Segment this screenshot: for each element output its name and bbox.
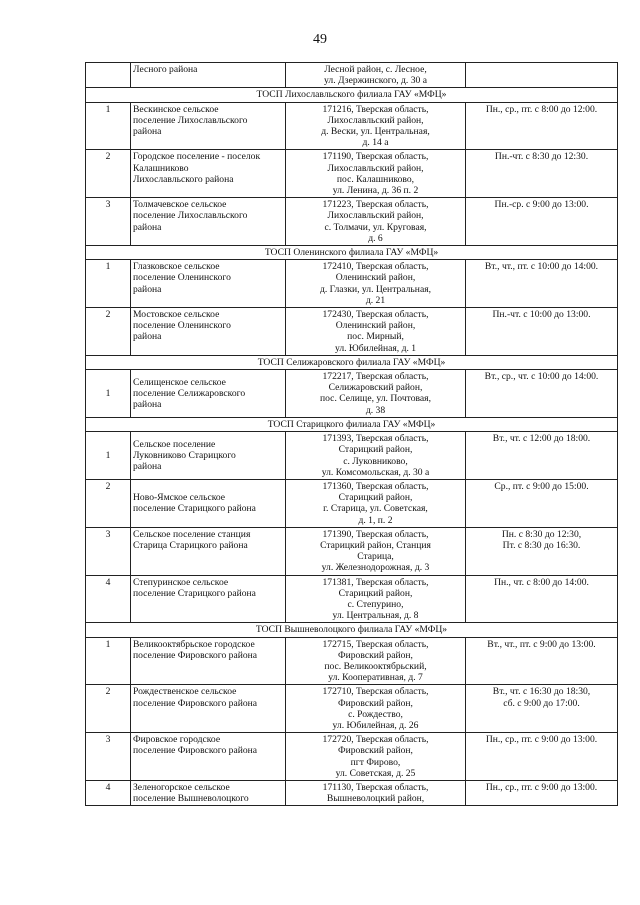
office-address: [286, 780, 466, 805]
office-address-line: с. Луковниково,: [343, 455, 408, 467]
settlement-name: [131, 575, 286, 623]
office-address-line: ул. Дзержинского, д. 30 а: [324, 75, 427, 87]
office-address-line: 171190, Тверская область,: [322, 151, 429, 163]
settlement-name: [131, 63, 286, 88]
table-row: [86, 527, 618, 575]
settlement-name-line: района: [133, 331, 162, 343]
office-address: [286, 260, 466, 308]
settlement-name-line: поселение Фировского района: [133, 649, 258, 661]
office-address-line: 172710, Тверская область,: [322, 686, 429, 698]
office-address: [286, 733, 466, 781]
row-number: 1: [86, 637, 131, 685]
working-hours: [466, 370, 618, 418]
working-hours: [466, 733, 618, 781]
settlement-name-line: района: [133, 399, 162, 411]
settlement-name: [131, 527, 286, 575]
table-row: [86, 370, 618, 418]
row-number: 1: [86, 432, 131, 480]
office-address-line: Оленинский район,: [335, 320, 416, 332]
working-hours-line: Вт., чт. с 12:00 до 18:00.: [492, 433, 591, 445]
section-header-row: [86, 623, 618, 637]
settlement-name-line: Степуринское сельское: [133, 576, 229, 588]
working-hours-line: Вт., чт., пт. с 9:00 до 13:00.: [487, 638, 596, 650]
table-row: [86, 685, 618, 733]
row-number: 2: [86, 479, 131, 527]
settlement-name-line: Селищенское сельское: [133, 376, 226, 388]
office-address-line: пос. Селище, ул. Почтовая,: [320, 393, 431, 405]
office-address-line: с. Рождество,: [348, 708, 403, 720]
working-hours-line: Пн., ср., пт. с 9:00 до 13:00.: [485, 734, 598, 746]
settlement-name-line: района: [133, 283, 162, 295]
office-address-line: Фировский район,: [338, 697, 413, 709]
office-address-line: ул. Юбилейная, д. 1: [334, 342, 417, 354]
office-address-line: Лихославльский район,: [327, 114, 424, 126]
office-address: [286, 527, 466, 575]
office-address-line: 171130, Тверская область,: [322, 781, 429, 793]
row-number: [86, 63, 131, 88]
table-row: [86, 733, 618, 781]
row-number: 1: [86, 260, 131, 308]
section-header-row: [86, 88, 618, 102]
section-title: ТОСП Старицкого филиала ГАУ «МФЦ»: [86, 417, 618, 431]
office-address-line: ул. Юбилейная, д. 26: [332, 719, 419, 731]
settlement-name: [131, 150, 286, 198]
settlement-name-line: поселение Лихославльского: [133, 210, 248, 222]
working-hours: [466, 432, 618, 480]
office-address: [286, 575, 466, 623]
working-hours-line: Пн.-ср. с 9:00 до 13:00.: [494, 199, 589, 211]
working-hours-line: Пт. с 8:30 до 16:30.: [502, 539, 581, 551]
settlement-name-line: Луковниково Старицкого: [133, 449, 236, 461]
office-address-line: д. Вески, ул. Центральная,: [321, 126, 430, 138]
working-hours-line: Пн., чт. с 8:00 до 14:00.: [494, 576, 589, 588]
office-address: [286, 308, 466, 356]
working-hours: [466, 198, 618, 246]
section-header-row: [86, 246, 618, 260]
working-hours: [466, 479, 618, 527]
office-address-line: д. 21: [365, 294, 386, 306]
office-address-line: пгт Фирово,: [350, 756, 401, 768]
table-body: [86, 63, 618, 806]
office-address-line: ул. Советская, д. 25: [335, 767, 416, 779]
settlement-name-line: Старица Старицкого района: [133, 539, 248, 551]
office-address-line: ул. Железнодорожная, д. 3: [321, 562, 430, 574]
row-number: 1: [86, 102, 131, 150]
settlement-name-line: Великооктябрьское городское: [133, 638, 255, 650]
settlement-name-line: поселение Старицкого района: [133, 587, 256, 599]
working-hours: [466, 685, 618, 733]
working-hours: [466, 150, 618, 198]
row-number: 3: [86, 198, 131, 246]
settlement-name: [131, 102, 286, 150]
settlement-name-line: Ново-Ямское сельское: [133, 492, 226, 504]
settlement-name-line: Сельское поселение станция: [133, 528, 251, 540]
office-address-line: Старицкий район, Станция: [320, 539, 431, 551]
office-address-line: Лихославльский район,: [327, 210, 424, 222]
office-address-line: 172430, Тверская область,: [322, 309, 429, 321]
row-number: 2: [86, 150, 131, 198]
office-address-line: Селижаровский район,: [328, 382, 423, 394]
row-number: 4: [86, 575, 131, 623]
settlement-name: [131, 198, 286, 246]
row-number: 4: [86, 780, 131, 805]
office-address-line: 171381, Тверская область,: [322, 576, 429, 588]
working-hours-line: Пн.-чт. с 10:00 до 13:00.: [492, 309, 591, 321]
settlement-name-line: района: [133, 126, 162, 138]
office-address-line: Старицкий район,: [338, 444, 413, 456]
table-row: [86, 63, 618, 88]
working-hours: [466, 637, 618, 685]
settlement-name-line: Зеленогорское сельское: [133, 781, 230, 793]
working-hours-line: Пн., ср., пт. с 9:00 до 13:00.: [485, 781, 598, 793]
office-address-line: Вышневолоцкий район,: [326, 793, 425, 805]
office-address: [286, 63, 466, 88]
office-address-line: д. Глазки, ул. Центральная,: [319, 283, 432, 295]
settlement-name-line: поселение Оленинского: [133, 272, 231, 284]
working-hours: [466, 308, 618, 356]
settlement-name-line: поселение Оленинского: [133, 320, 231, 332]
settlement-name-line: района: [133, 461, 162, 473]
office-address-line: с. Степурино,: [347, 598, 404, 610]
settlement-name-line: Лихославльского района: [133, 173, 234, 185]
office-address: [286, 370, 466, 418]
office-address-line: Фировский район,: [338, 649, 413, 661]
settlement-name-line: поселение Фировского района: [133, 697, 258, 709]
settlement-name-line: Фировское городское: [133, 734, 221, 746]
settlement-name-line: Вескинское сельское: [133, 103, 219, 115]
office-address-line: Старица,: [357, 551, 394, 563]
working-hours: [466, 102, 618, 150]
office-address-line: ул. Комсомольская, д. 30 а: [321, 466, 430, 478]
settlement-name: [131, 637, 286, 685]
settlement-name-line: поселение Старицкого района: [133, 503, 256, 515]
office-address-line: 171390, Тверская область,: [322, 528, 429, 540]
office-address-line: д. 1, п. 2: [358, 514, 393, 526]
office-address-line: пос. Мирный,: [347, 331, 404, 343]
office-address: [286, 479, 466, 527]
office-address-line: пос. Великооктябрьский,: [324, 660, 427, 672]
office-address: [286, 198, 466, 246]
row-number: 2: [86, 308, 131, 356]
office-address-line: 171223, Тверская область,: [322, 199, 429, 211]
office-address-line: Старицкий район,: [338, 587, 413, 599]
settlement-name-line: поселение Лихославльского: [133, 114, 248, 126]
office-address-line: Оленинский район,: [335, 272, 416, 284]
settlement-name-line: Глазковское сельское: [133, 261, 220, 273]
office-address-line: 171393, Тверская область,: [322, 433, 429, 445]
office-address-line: г. Старица, ул. Советская,: [323, 503, 428, 515]
settlement-name: [131, 685, 286, 733]
office-address: [286, 637, 466, 685]
section-title: ТОСП Вышневолоцкого филиала ГАУ «МФЦ»: [86, 623, 618, 637]
table-row: [86, 637, 618, 685]
table-row: [86, 260, 618, 308]
settlement-name: [131, 733, 286, 781]
office-address-line: 172715, Тверская область,: [322, 638, 429, 650]
table-row: [86, 150, 618, 198]
settlement-name-line: поселение Вышневолоцкого: [133, 793, 249, 805]
office-address-line: ул. Центральная, д. 8: [332, 610, 419, 622]
settlement-name: [131, 479, 286, 527]
working-hours: [466, 63, 618, 88]
working-hours-line: Пн.-чт. с 8:30 до 12:30.: [494, 151, 589, 163]
working-hours: [466, 575, 618, 623]
office-address-line: д. 6: [368, 232, 383, 244]
row-number: 3: [86, 733, 131, 781]
working-hours-line: Пн., ср., пт. с 8:00 до 12:00.: [485, 103, 598, 115]
office-address: [286, 685, 466, 733]
office-address-line: с. Толмачи, ул. Круговая,: [324, 221, 427, 233]
settlement-name-line: Толмачевское сельское: [133, 199, 227, 211]
office-address-line: Фировский район,: [338, 745, 413, 757]
working-hours-line: сб. с 9:00 до 17:00.: [503, 697, 580, 709]
office-address-line: ул. Кооперативная, д. 7: [328, 672, 423, 684]
office-address-line: Старицкий район,: [338, 492, 413, 504]
office-address-line: Лихославльский район,: [327, 162, 424, 174]
office-address-line: 172720, Тверская область,: [322, 734, 429, 746]
settlement-name: [131, 432, 286, 480]
table-row: [86, 575, 618, 623]
table-row: [86, 780, 618, 805]
table-row: [86, 198, 618, 246]
settlement-name-line: района: [133, 221, 162, 233]
office-address-line: пос. Калашниково,: [336, 173, 415, 185]
office-address-line: 171360, Тверская область,: [322, 480, 429, 492]
settlement-name-line: Сельское поселение: [133, 438, 216, 450]
office-address-line: 172217, Тверская область,: [322, 371, 429, 383]
working-hours-line: Пн. с 8:30 до 12:30,: [501, 528, 582, 540]
section-title: ТОСП Лихославльского филиала ГАУ «МФЦ»: [86, 88, 618, 102]
mfc-office-table: [85, 62, 618, 806]
section-title: ТОСП Селижаровского филиала ГАУ «МФЦ»: [86, 355, 618, 369]
settlement-name-line: Рождественское сельское: [133, 686, 237, 698]
office-address: [286, 432, 466, 480]
settlement-name-line: Калашниково: [133, 162, 189, 174]
working-hours: [466, 780, 618, 805]
working-hours-line: Ср., пт. с 9:00 до 15:00.: [494, 480, 589, 492]
working-hours-line: Вт., чт. с 16:30 до 18:30,: [492, 686, 591, 698]
settlement-name: [131, 308, 286, 356]
office-address: [286, 150, 466, 198]
section-header-row: [86, 417, 618, 431]
working-hours: [466, 260, 618, 308]
page-number: 49: [313, 32, 327, 47]
table-row: [86, 308, 618, 356]
table-row: [86, 432, 618, 480]
office-address: [286, 102, 466, 150]
table-row: [86, 102, 618, 150]
office-address-line: 172410, Тверская область,: [322, 261, 429, 273]
working-hours: [466, 527, 618, 575]
row-number: 2: [86, 685, 131, 733]
settlement-name-line: Лесного района: [133, 64, 198, 75]
office-address-line: д. 14 а: [362, 137, 389, 149]
settlement-name-line: поселение Фировского района: [133, 745, 258, 757]
office-address-line: ул. Ленина, д. 36 п. 2: [332, 185, 419, 197]
office-address-line: д. 38: [365, 404, 386, 416]
settlement-name: [131, 260, 286, 308]
table-row: [86, 479, 618, 527]
settlement-name: [131, 370, 286, 418]
settlement-name-line: поселение Селижаровского: [133, 387, 246, 399]
settlement-name: [131, 780, 286, 805]
working-hours-line: Вт., чт., пт. с 10:00 до 14:00.: [484, 261, 599, 273]
settlement-name-line: Городское поселение - поселок: [133, 151, 261, 163]
section-title: ТОСП Оленинского филиала ГАУ «МФЦ»: [86, 246, 618, 260]
section-header-row: [86, 355, 618, 369]
office-address-line: Лесной район, с. Лесное,: [324, 64, 427, 75]
row-number: 3: [86, 527, 131, 575]
office-address-line: 171216, Тверская область,: [322, 103, 429, 115]
working-hours-line: Вт., ср., чт. с 10:00 до 14:00.: [484, 371, 599, 383]
settlement-name-line: Мостовское сельское: [133, 309, 220, 321]
row-number: 1: [86, 370, 131, 418]
